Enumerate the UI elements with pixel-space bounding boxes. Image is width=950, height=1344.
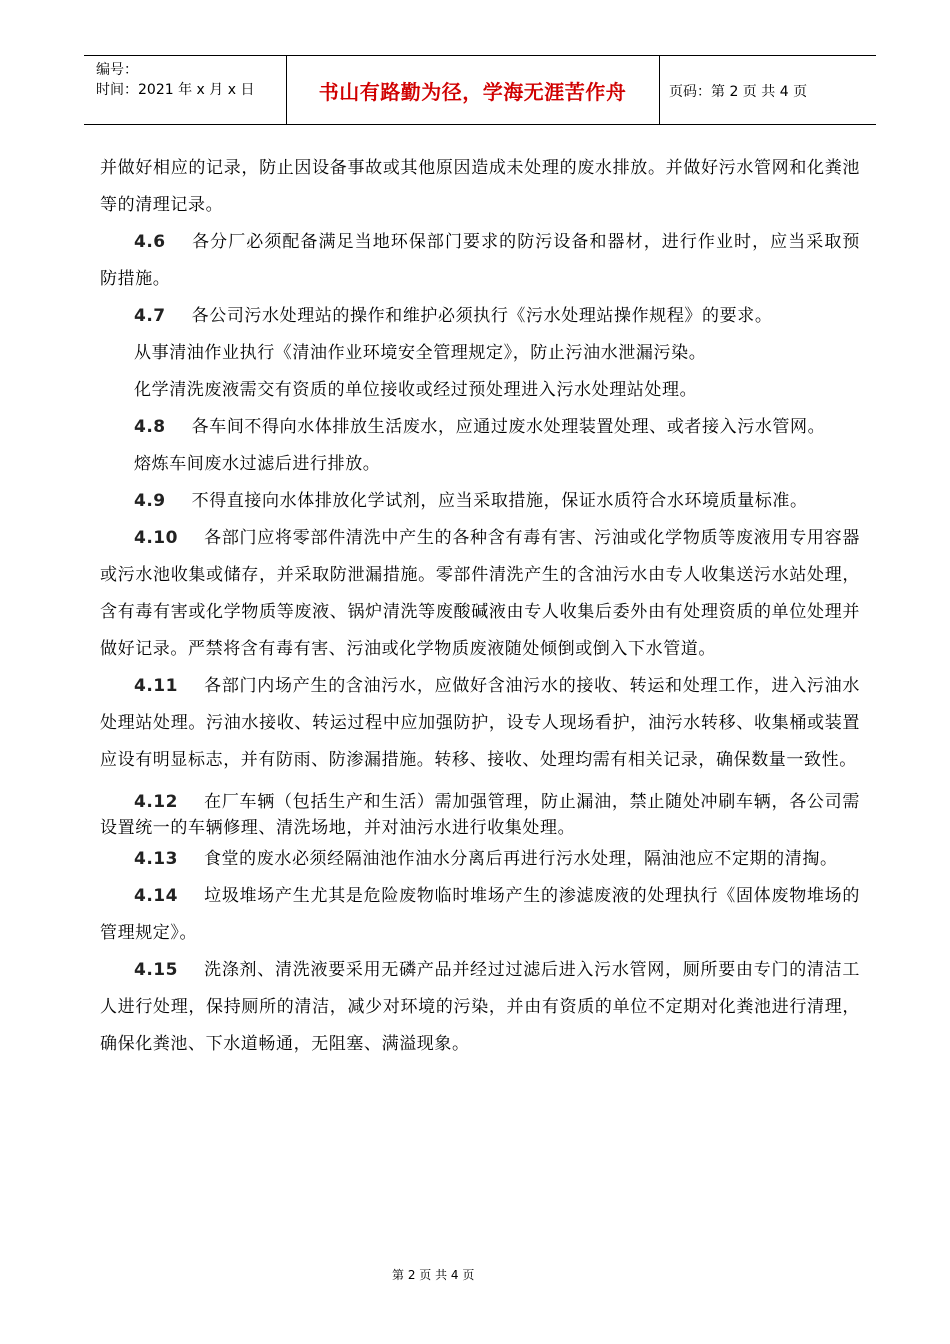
clause-number: 4.10 xyxy=(134,528,178,548)
clause-number: 4.11 xyxy=(134,676,178,696)
paragraph xyxy=(100,446,860,483)
paragraph xyxy=(100,952,860,1063)
paragraph xyxy=(100,409,860,446)
paragraph-text: 不得直接向水体排放化学试剂，应当采取措施，保证水质符合水环境质量标准。 xyxy=(191,491,808,511)
clause-number: 4.12 xyxy=(134,792,178,812)
paragraph xyxy=(100,372,860,409)
paragraph-text: 各分厂必须配备满足当地环保部门要求的防污设备和器材，进行作业时，应当采取预防措施。 xyxy=(100,232,860,289)
clause-number: 4.6 xyxy=(134,232,166,252)
paragraph xyxy=(100,878,860,952)
header-divider xyxy=(659,56,660,124)
time-label: 时间：2021 年 x 月 x 日 xyxy=(96,82,255,98)
paragraph-text: 各部门应将零部件清洗中产生的各种含有毒有害、污油或化学物质等废液用专用容器或污水池收集或储存，并采取防泄漏措施。零部件清洗产生的含油污水由专人收集送污水站处理，含有毒有害或化学物质等废液、锅炉清洗等废酸碱液由专人收集后委外由有处理资质的单位处理并做好记录。严禁将含有毒有害、污油或化学物质废液随处倾倒或倒入下水管道。 xyxy=(100,528,860,659)
header-meta xyxy=(96,60,254,100)
clause-number: 4.13 xyxy=(134,849,178,869)
clause-number: 4.8 xyxy=(134,417,166,437)
clause-number: 4.14 xyxy=(134,886,178,906)
header-page-label: 页码：第 2 页 共 4 页 xyxy=(669,84,808,100)
paragraph-text: 各部门内场产生的含油污水，应做好含油污水的接收、转运和处理工作，进入污油水处理站处理。污油水接收、转运过程中应加强防护，设专人现场看护，油污水转移、收集桶或装置应设有明显标志，并有防雨、防渗漏措施。转移、接收、处理均需有相关记录，确保数量一致性。 xyxy=(100,676,860,770)
paragraph-text: 从事清油作业执行《清油作业环境安全管理规定》，防止污油水泄漏污染。 xyxy=(134,343,707,363)
paragraph xyxy=(100,335,860,372)
paragraph-text: 洗涤剂、清洗液要采用无磷产品并经过过滤后进入污水管网，厕所要由专门的清洁工人进行处理，保持厕所的清洁，减少对环境的污染，并由有资质的单位不定期对化粪池进行清理，确保化粪池、下水道畅通，无阻塞、满溢现象。 xyxy=(100,960,860,1054)
paragraph xyxy=(100,520,860,668)
paragraph-text: 各公司污水处理站的操作和维护必须执行《污水处理站操作规程》的要求。 xyxy=(191,306,773,326)
paragraph-text: 化学清洗废液需交有资质的单位接收或经过预处理进入污水处理站处理。 xyxy=(134,380,698,400)
clause-number: 4.7 xyxy=(134,306,166,326)
paragraph xyxy=(100,224,860,298)
paragraph-text: 在厂车辆（包括生产和生活）需加强管理，防止漏油，禁止随处冲刷车辆，各公司需设置统一的车辆修理、清洗场地，并对油污水进行收集处理。 xyxy=(100,792,860,838)
header-motto: 书山有路勤为径，学海无涯苦作舟 xyxy=(318,80,627,104)
paragraph xyxy=(100,841,860,878)
page-footer: 第 2 页 共 4 页 xyxy=(392,1268,475,1282)
paragraph-text: 并做好相应的记录，防止因设备事故或其他原因造成未处理的废水排放。并做好污水管网和化粪池等的清理记录。 xyxy=(100,158,860,215)
clause-number: 4.9 xyxy=(134,491,166,511)
paragraph-text: 食堂的废水必须经隔油池作油水分离后再进行污水处理，隔油池应不定期的清掏。 xyxy=(203,849,838,869)
paragraph xyxy=(100,789,860,841)
paragraph-text: 垃圾堆场产生尤其是危险废物临时堆场产生的渗滤废液的处理执行《固体废物堆场的管理规定》。 xyxy=(100,886,860,943)
page-header xyxy=(84,55,876,125)
paragraph xyxy=(100,298,860,335)
document-body xyxy=(100,150,860,1063)
paragraph-text: 各车间不得向水体排放生活废水，应通过废水处理装置处理、或者接入污水管网。 xyxy=(191,417,826,437)
doc-number-label: 编号： xyxy=(96,62,138,78)
paragraph-text: 熔炼车间废水过滤后进行排放。 xyxy=(134,454,381,474)
clause-number: 4.15 xyxy=(134,960,178,980)
paragraph xyxy=(100,150,860,224)
paragraph xyxy=(100,668,860,779)
paragraph xyxy=(100,483,860,520)
